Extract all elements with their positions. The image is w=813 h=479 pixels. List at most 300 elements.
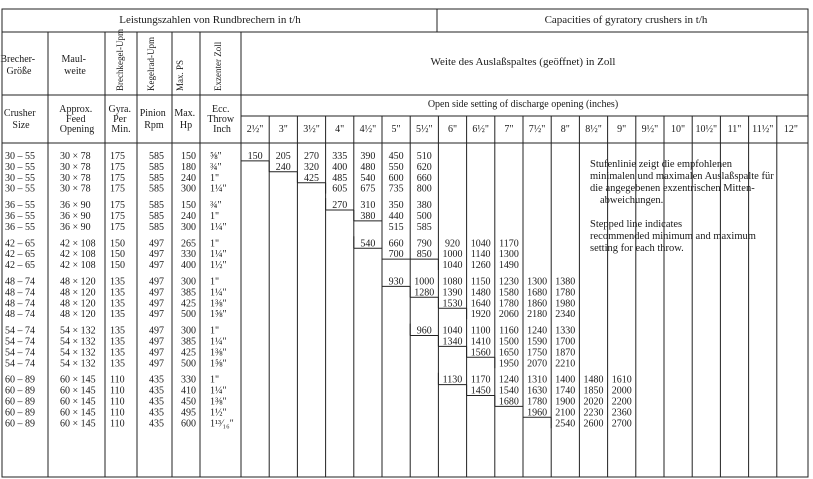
header-gyrations-de: Brechkegel-Upm — [115, 29, 125, 91]
gyrations-cell: 110 — [110, 385, 125, 397]
capacity-value: 1230 — [498, 276, 519, 288]
crusher-size-cell: 30 – 55 — [5, 183, 35, 195]
header-eccentric-en: Ecc. Throw Inch — [207, 104, 235, 135]
crusher-size-cell: 42 – 65 — [5, 238, 35, 250]
header-max-hp-en: Max. Hp — [174, 108, 196, 131]
pinion-rpm-cell: 585 — [149, 151, 164, 162]
capacity-value: 1040 — [442, 260, 463, 272]
max-hp-cell: 300 — [181, 221, 196, 233]
capacity-value: 1300 — [527, 276, 548, 288]
capacity-value: 1040 — [442, 325, 463, 337]
capacity-value: 550 — [388, 161, 404, 173]
capacity-value: 510 — [416, 151, 432, 162]
crusher-size-cell: 30 – 55 — [5, 161, 35, 173]
capacity-value: 1400 — [555, 374, 576, 386]
pinion-rpm-cell: 435 — [149, 396, 164, 408]
gyrations-cell: 110 — [110, 374, 125, 386]
table-row — [5, 418, 632, 429]
table-row — [5, 249, 519, 260]
crusher-size-cell: 42 – 65 — [5, 249, 35, 261]
gyrations-cell: 175 — [110, 221, 125, 233]
setting-header: 10½" — [695, 124, 718, 135]
capacity-value: 2700 — [611, 418, 632, 430]
eccentric-throw-cell: 1⅝" — [210, 309, 227, 321]
eccentric-throw-cell: 1¹³⁄₁₆" — [210, 418, 234, 430]
feed-opening-cell: 54 × 132 — [60, 325, 96, 337]
table-row — [5, 184, 432, 195]
eccentric-throw-cell: 1" — [210, 374, 220, 386]
eccentric-throw-cell: ⅝" — [210, 151, 222, 162]
eccentric-throw-cell: ¾" — [210, 200, 222, 212]
crusher-size-cell: 54 – 74 — [5, 325, 35, 337]
capacity-value: 1170 — [470, 374, 491, 386]
max-hp-cell: 300 — [181, 183, 196, 195]
max-hp-cell: 385 — [181, 336, 196, 348]
crusher-size-cell: 54 – 74 — [5, 336, 35, 348]
capacity-value: 320 — [304, 161, 319, 173]
capacity-value: 1560 — [470, 347, 491, 359]
capacity-value: 2060 — [498, 309, 519, 321]
title-german: Leistungszahlen von Rundbrechern in t/h — [119, 14, 301, 26]
feed-opening-cell: 60 × 145 — [60, 418, 96, 430]
table-row — [5, 260, 519, 271]
capacity-value: 1850 — [583, 385, 604, 397]
gyrations-cell: 175 — [110, 172, 125, 184]
capacity-value: 1920 — [470, 309, 491, 321]
capacity-value: 380 — [360, 211, 376, 222]
gyrations-cell: 150 — [110, 260, 125, 272]
eccentric-throw-cell: 1⅜" — [210, 396, 227, 408]
eccentric-throw-cell: 1" — [210, 211, 220, 222]
setting-headers — [247, 124, 798, 135]
header-settings-en: Open side setting of discharge opening (inches) — [427, 99, 619, 110]
feed-opening-cell: 48 × 120 — [60, 287, 96, 299]
capacity-value: 2600 — [583, 418, 604, 430]
pinion-rpm-cell: 497 — [149, 276, 164, 288]
crusher-size-cell: 48 – 74 — [5, 309, 35, 321]
crusher-size-cell: 54 – 74 — [5, 358, 35, 370]
eccentric-throw-cell: 1" — [210, 325, 220, 337]
crusher-size-cell: 60 – 89 — [5, 374, 35, 386]
eccentric-throw-cell: ¾" — [210, 161, 222, 173]
capacity-value: 205 — [275, 151, 291, 162]
capacity-value: 400 — [332, 161, 348, 173]
gyrations-cell: 135 — [110, 276, 125, 288]
capacity-value: 485 — [332, 172, 348, 184]
feed-opening-cell: 60 × 145 — [60, 407, 96, 419]
setting-header: 5" — [391, 124, 401, 135]
table-row — [5, 151, 432, 162]
capacity-value: 1480 — [583, 374, 604, 386]
setting-header: 9½" — [641, 124, 659, 135]
capacity-value: 500 — [416, 211, 432, 222]
capacity-value: 960 — [416, 325, 432, 337]
pinion-rpm-cell: 585 — [149, 200, 164, 212]
capacity-value: 1240 — [498, 374, 519, 386]
capacity-value: 1260 — [470, 260, 491, 272]
setting-header: 4" — [335, 124, 345, 135]
table-body — [5, 151, 632, 429]
eccentric-throw-cell: 1" — [210, 238, 220, 250]
crusher-size-cell: 60 – 89 — [5, 385, 35, 397]
capacity-value: 1950 — [498, 358, 519, 370]
capacity-value: 1870 — [555, 347, 576, 359]
header-pinion-rpm-en: Pinion Rpm — [139, 108, 166, 131]
capacity-value: 1780 — [555, 287, 576, 299]
table-row — [5, 298, 575, 309]
feed-opening-cell: 30 × 78 — [60, 151, 91, 162]
gyrations-cell: 135 — [110, 358, 125, 370]
setting-header: 10" — [671, 124, 686, 135]
capacity-value: 1680 — [527, 287, 548, 299]
capacity-value: 1170 — [499, 238, 519, 250]
capacity-value: 540 — [360, 238, 376, 250]
setting-header: 6½" — [472, 124, 489, 135]
capacity-value: 1100 — [470, 325, 491, 337]
capacity-value: 335 — [332, 151, 348, 162]
feed-opening-cell: 42 × 108 — [60, 260, 96, 272]
eccentric-throw-cell: 1" — [210, 172, 220, 184]
table-row — [5, 211, 432, 222]
capacity-value: 1160 — [499, 325, 519, 337]
max-hp-cell: 240 — [181, 211, 196, 222]
gyrations-cell: 150 — [110, 238, 125, 250]
feed-opening-cell: 54 × 132 — [60, 358, 96, 370]
capacity-value: 450 — [388, 151, 404, 162]
eccentric-throw-cell: 1½" — [210, 407, 227, 419]
capacity-value: 1490 — [498, 260, 519, 272]
capacity-value: 270 — [304, 151, 319, 162]
pinion-rpm-cell: 585 — [149, 211, 164, 222]
gyrations-cell: 135 — [110, 309, 125, 321]
feed-opening-cell: 48 × 120 — [60, 276, 96, 288]
capacity-value: 440 — [388, 211, 404, 222]
pinion-rpm-cell: 497 — [149, 309, 164, 321]
capacity-value: 1740 — [555, 385, 576, 397]
capacity-value: 2230 — [583, 407, 604, 419]
capacity-value: 1680 — [498, 396, 519, 408]
gyrations-cell: 110 — [110, 418, 125, 430]
header-pinion-rpm-de: Kegelrad-Upm — [146, 37, 156, 91]
eccentric-throw-cell: 1⅝" — [210, 358, 227, 370]
gyrations-cell: 175 — [110, 151, 125, 162]
capacity-value: 660 — [416, 172, 432, 184]
capacity-value: 2070 — [527, 358, 548, 370]
setting-header: 11" — [727, 124, 742, 135]
table-row — [5, 407, 632, 418]
capacity-value: 735 — [388, 183, 404, 195]
feed-opening-cell: 42 × 108 — [60, 249, 96, 261]
capacity-value: 1500 — [498, 336, 519, 348]
max-hp-cell: 450 — [181, 396, 196, 408]
setting-header: 7½" — [528, 124, 546, 135]
max-hp-cell: 300 — [181, 325, 196, 337]
table-row — [5, 162, 432, 173]
capacity-value: 800 — [416, 183, 432, 195]
capacity-value: 540 — [360, 172, 376, 184]
capacity-value: 1310 — [527, 374, 548, 386]
capacity-value: 1640 — [470, 298, 491, 310]
pinion-rpm-cell: 497 — [149, 325, 164, 337]
capacity-value: 1650 — [498, 347, 519, 359]
gyrations-cell: 110 — [110, 407, 125, 419]
capacity-value: 1140 — [470, 249, 491, 261]
table-row — [5, 173, 432, 184]
max-hp-cell: 500 — [181, 309, 196, 321]
feed-opening-cell: 60 × 145 — [60, 396, 96, 408]
capacity-value: 2000 — [611, 385, 632, 397]
capacity-value: 1960 — [527, 407, 548, 419]
setting-header: 2½" — [246, 124, 264, 135]
header-max-ps-de: Max. PS — [175, 59, 185, 91]
capacity-value: 240 — [275, 161, 291, 173]
pinion-rpm-cell: 497 — [149, 260, 164, 272]
crusher-size-cell: 30 – 55 — [5, 172, 35, 184]
pinion-rpm-cell: 435 — [149, 418, 164, 430]
table-row — [5, 287, 575, 298]
pinion-rpm-cell: 497 — [149, 287, 164, 299]
eccentric-throw-cell: 1½" — [210, 260, 227, 272]
max-hp-cell: 150 — [181, 200, 196, 212]
max-hp-cell: 330 — [181, 374, 196, 386]
capacity-value: 1080 — [442, 276, 463, 288]
capacity-value: 2540 — [555, 418, 576, 430]
capacity-value: 700 — [388, 249, 404, 261]
capacity-value: 675 — [360, 183, 376, 195]
capacity-value: 1540 — [498, 385, 519, 397]
max-hp-cell: 300 — [181, 276, 196, 288]
capacity-value: 2200 — [611, 396, 632, 408]
header-crusher-size-en: Crusher Size — [3, 108, 36, 131]
capacity-value: 930 — [388, 276, 404, 288]
table-row — [5, 397, 632, 408]
crusher-size-cell: 60 – 89 — [5, 396, 35, 408]
setting-header: 4½" — [359, 124, 377, 135]
capacity-value: 1000 — [442, 249, 463, 261]
crusher-size-cell: 48 – 74 — [5, 298, 35, 310]
capacity-value: 1300 — [498, 249, 519, 261]
capacity-value: 515 — [388, 221, 404, 233]
capacity-value: 1780 — [498, 298, 519, 310]
eccentric-throw-cell: 1¼" — [210, 221, 227, 233]
capacity-value: 1700 — [555, 336, 576, 348]
max-hp-cell: 330 — [181, 249, 196, 261]
capacity-value: 2360 — [611, 407, 632, 419]
header-crusher-size-de: Brecher- Größe — [0, 54, 36, 77]
note-english: Stepped line indicates recommended minimum and maximum setting for each throw. — [590, 219, 756, 254]
capacity-value: 310 — [360, 200, 376, 212]
capacity-value: 390 — [360, 151, 376, 162]
eccentric-throw-cell: 1¼" — [210, 385, 227, 397]
feed-opening-cell: 36 × 90 — [60, 221, 91, 233]
max-hp-cell: 500 — [181, 358, 196, 370]
pinion-rpm-cell: 497 — [149, 249, 164, 261]
capacity-value: 1750 — [527, 347, 548, 359]
feed-opening-cell: 48 × 120 — [60, 309, 96, 321]
feed-opening-cell: 42 × 108 — [60, 238, 96, 250]
capacity-value: 620 — [416, 161, 432, 173]
gyrations-cell: 175 — [110, 183, 125, 195]
feed-opening-cell: 30 × 78 — [60, 183, 91, 195]
pinion-rpm-cell: 497 — [149, 298, 164, 310]
max-hp-cell: 385 — [181, 287, 196, 299]
table-row — [5, 375, 632, 386]
pinion-rpm-cell: 497 — [149, 347, 164, 359]
crusher-size-cell: 42 – 65 — [5, 260, 35, 272]
feed-opening-cell: 60 × 145 — [60, 374, 96, 386]
pinion-rpm-cell: 585 — [149, 161, 164, 173]
capacity-value: 850 — [416, 249, 432, 261]
crusher-size-cell: 36 – 55 — [5, 211, 35, 222]
crusher-size-cell: 60 – 89 — [5, 407, 35, 419]
max-hp-cell: 180 — [181, 161, 196, 173]
feed-opening-cell: 60 × 145 — [60, 385, 96, 397]
crusher-size-cell: 36 – 55 — [5, 200, 35, 212]
feed-opening-cell: 54 × 132 — [60, 347, 96, 359]
capacity-value: 2210 — [555, 358, 576, 370]
capacity-value: 270 — [332, 200, 348, 212]
header-gyrations-en: Gyra. Per Min. — [108, 104, 131, 135]
eccentric-throw-cell: 1¼" — [210, 336, 227, 348]
capacity-value: 2020 — [583, 396, 604, 408]
capacity-value: 1780 — [527, 396, 548, 408]
table-row — [5, 222, 432, 233]
capacity-value: 1480 — [470, 287, 491, 299]
capacity-value: 600 — [388, 172, 404, 184]
feed-opening-cell: 54 × 132 — [60, 336, 96, 348]
capacity-value: 480 — [360, 161, 376, 173]
capacity-value: 1150 — [470, 276, 491, 288]
capacity-value: 1130 — [442, 374, 463, 386]
capacity-value: 1330 — [555, 325, 576, 337]
capacity-value: 380 — [416, 200, 432, 212]
pinion-rpm-cell: 497 — [149, 358, 164, 370]
table-row — [5, 309, 575, 320]
max-hp-cell: 425 — [181, 347, 196, 359]
header-feed-opening-de: Maul- weite — [61, 54, 86, 77]
table-row — [5, 347, 575, 358]
gyrations-cell: 135 — [110, 325, 125, 337]
capacity-value: 1530 — [442, 298, 463, 310]
setting-header: 7" — [504, 124, 514, 135]
setting-header: 8" — [560, 124, 570, 135]
pinion-rpm-cell: 435 — [149, 385, 164, 397]
eccentric-throw-cell: 1⅜" — [210, 298, 227, 310]
pinion-rpm-cell: 435 — [149, 374, 164, 386]
capacity-value: 2180 — [527, 309, 548, 321]
pinion-rpm-cell: 585 — [149, 183, 164, 195]
capacity-value: 150 — [247, 151, 263, 162]
note-german: Stufenlinie zeigt die empfohlenen minimalen und maximalen Auslaßspalte für die angegebenen exzentrischen Mitten- abweichungen. — [590, 159, 774, 206]
table-row — [5, 337, 575, 348]
capacity-value: 1980 — [555, 298, 576, 310]
capacity-value: 920 — [445, 238, 460, 250]
crusher-size-cell: 54 – 74 — [5, 347, 35, 359]
capacity-value: 605 — [332, 183, 348, 195]
max-hp-cell: 265 — [181, 238, 196, 250]
table-row — [5, 326, 575, 337]
table-row — [5, 200, 432, 211]
feed-opening-cell: 30 × 78 — [60, 172, 91, 184]
max-hp-cell: 495 — [181, 407, 196, 419]
capacity-value: 1040 — [470, 238, 491, 250]
setting-header: 3" — [278, 124, 288, 135]
gyrations-cell: 135 — [110, 298, 125, 310]
capacity-value: 350 — [388, 200, 404, 212]
capacity-value: 1900 — [555, 396, 576, 408]
crusher-size-cell: 60 – 89 — [5, 418, 35, 430]
header-feed-opening-en: Approx. Feed Opening — [59, 104, 95, 135]
gyrations-cell: 150 — [110, 249, 125, 261]
capacity-value: 1380 — [555, 276, 576, 288]
capacity-value: 1000 — [414, 276, 435, 288]
capacity-value: 1610 — [611, 374, 632, 386]
setting-header: 12" — [783, 124, 798, 135]
gyrations-cell: 110 — [110, 396, 125, 408]
crusher-size-cell: 48 – 74 — [5, 287, 35, 299]
feed-opening-cell: 30 × 78 — [60, 161, 91, 173]
gyrations-cell: 175 — [110, 211, 125, 222]
setting-header: 11½" — [752, 124, 774, 135]
max-hp-cell: 150 — [181, 151, 196, 162]
feed-opening-cell: 48 × 120 — [60, 298, 96, 310]
capacity-value: 425 — [304, 172, 319, 184]
capacity-value: 2340 — [555, 309, 576, 321]
gyrations-cell: 175 — [110, 161, 125, 173]
pinion-rpm-cell: 435 — [149, 407, 164, 419]
capacity-value: 585 — [416, 221, 432, 233]
gyrations-cell: 135 — [110, 336, 125, 348]
crusher-size-cell: 36 – 55 — [5, 221, 35, 233]
capacity-value: 1340 — [442, 336, 463, 348]
setting-header: 9" — [617, 124, 627, 135]
capacity-value: 1590 — [527, 336, 548, 348]
table-row — [5, 277, 575, 288]
max-hp-cell: 425 — [181, 298, 196, 310]
setting-header: 6" — [447, 124, 458, 135]
capacity-value: 1280 — [414, 287, 435, 299]
max-hp-cell: 600 — [181, 418, 196, 430]
pinion-rpm-cell: 585 — [149, 172, 164, 184]
gyrations-cell: 135 — [110, 347, 125, 359]
gyrations-cell: 175 — [110, 200, 125, 212]
table-row — [5, 386, 632, 397]
setting-header: 3½" — [303, 124, 320, 135]
capacity-value: 2100 — [555, 407, 576, 419]
setting-header: 8½" — [585, 124, 602, 135]
capacity-value: 1240 — [527, 325, 548, 337]
feed-opening-cell: 36 × 90 — [60, 211, 91, 222]
title-english: Capacities of gyratory crushers in t/h — [544, 14, 708, 26]
capacity-value: 660 — [388, 238, 404, 250]
capacity-value: 1630 — [527, 385, 548, 397]
capacity-value: 1580 — [498, 287, 519, 299]
table-row — [5, 358, 575, 369]
crusher-size-cell: 48 – 74 — [5, 276, 35, 288]
feed-opening-cell: 36 × 90 — [60, 200, 91, 212]
capacity-value: 1390 — [442, 287, 463, 299]
eccentric-throw-cell: 1⅜" — [210, 347, 227, 359]
max-hp-cell: 400 — [181, 260, 196, 272]
max-hp-cell: 240 — [181, 172, 196, 184]
capacity-value: 790 — [416, 238, 432, 250]
setting-header: 5½" — [416, 124, 433, 135]
gyrations-cell: 135 — [110, 287, 125, 299]
pinion-rpm-cell: 497 — [149, 336, 164, 348]
max-hp-cell: 410 — [181, 385, 196, 397]
header-eccentric-de: Exzenter Zoll — [213, 41, 223, 91]
eccentric-throw-cell: 1¼" — [210, 287, 227, 299]
